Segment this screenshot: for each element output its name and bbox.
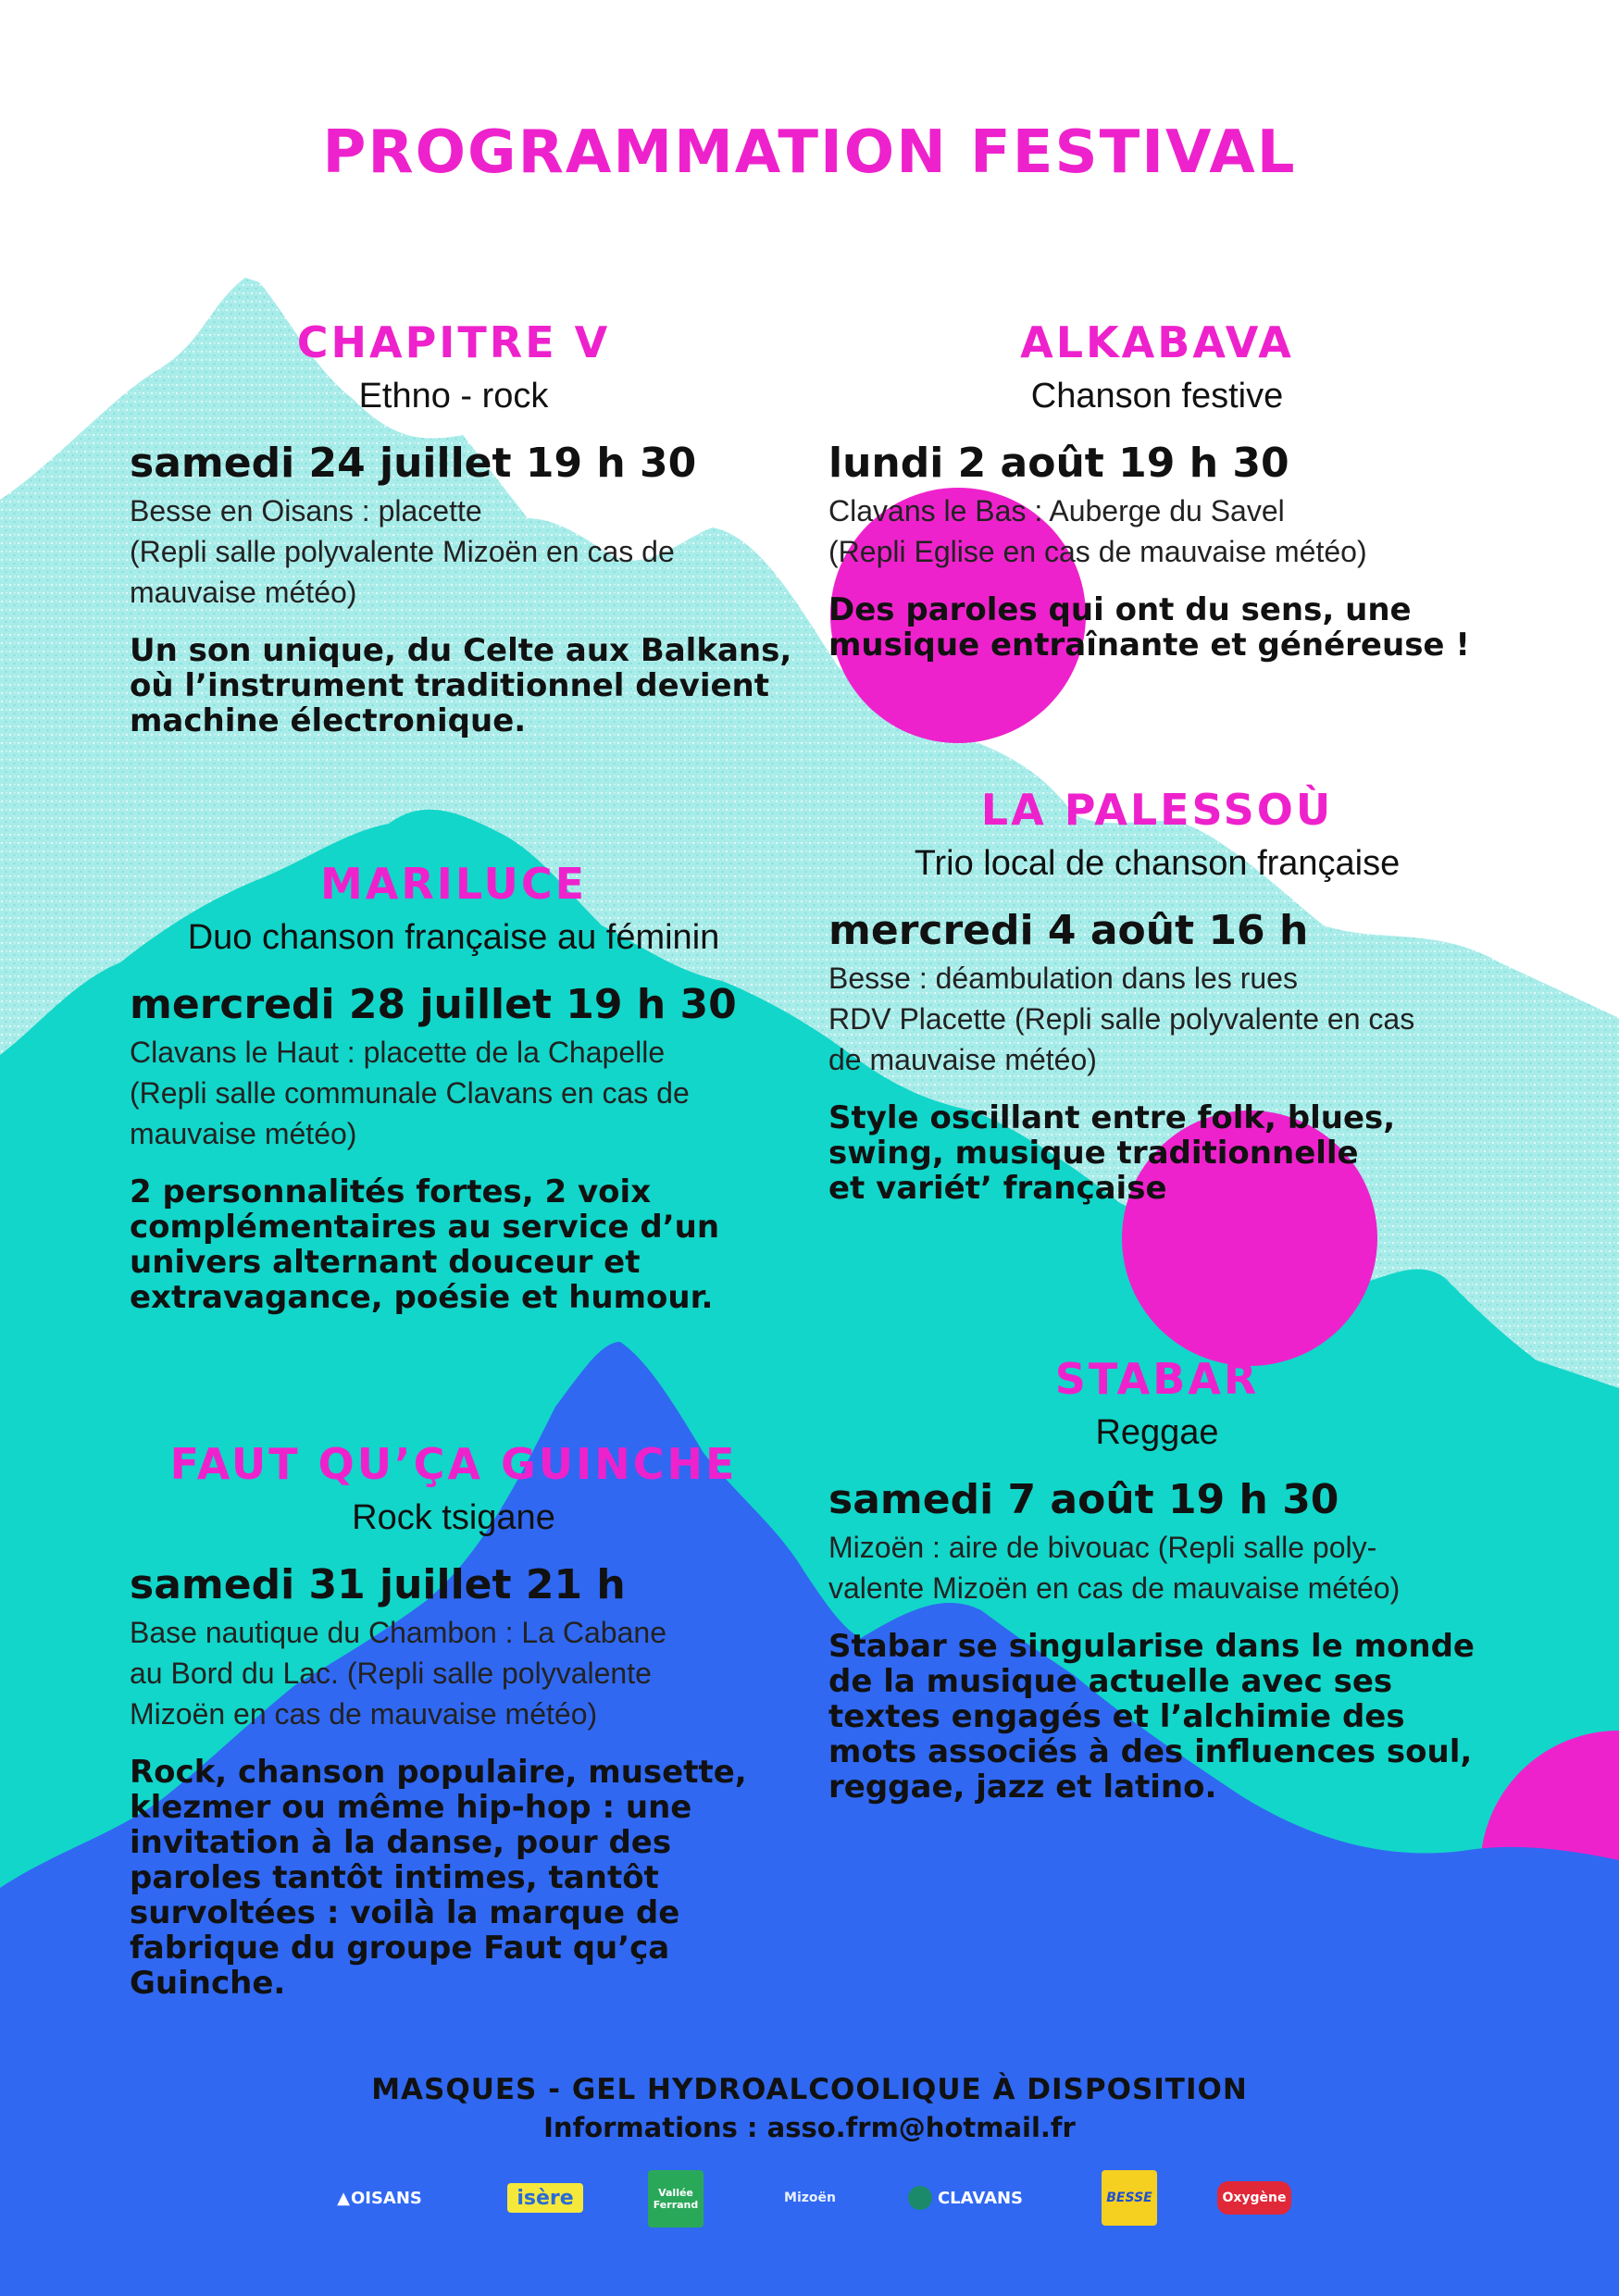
band-genre: Duo chanson française au féminin: [187, 918, 720, 957]
band-name: ALKABAVA: [1020, 317, 1294, 367]
description-line: paroles tantôt intimes, tantôt: [130, 1859, 659, 1896]
description-line: Rock, chanson populaire, musette,: [130, 1754, 747, 1791]
event-venue: [828, 490, 1532, 572]
event-venue: [828, 1527, 1532, 1608]
footer-info: Informations : asso.frm@hotmail.fr: [543, 2112, 1076, 2143]
description-line: complémentaires au service d’un: [130, 1209, 720, 1246]
description-line: extravagance, poésie et humour.: [130, 1279, 714, 1316]
isere-logo-icon: isère: [507, 2183, 583, 2213]
description-line: univers alternant douceur et: [130, 1244, 641, 1281]
description-line: textes engagés et l’alchimie des: [828, 1698, 1405, 1735]
event-venue: [130, 1612, 796, 1734]
event-date: samedi 24 juillet 19 h 30: [130, 440, 697, 487]
venue-line: valente Mizoën en cas de mauvaise météo): [828, 1571, 1401, 1605]
venue-line: Mizoën : aire de bivouac (Repli salle poly-: [828, 1531, 1377, 1564]
description-line: musique entraînante et généreuse !: [828, 627, 1470, 664]
description-line: Un son unique, du Celte aux Balkans,: [130, 632, 792, 669]
description-line: fabrique du groupe Faut qu’ça: [130, 1930, 670, 1967]
event-description: [828, 1100, 1532, 1206]
event-venue: [828, 958, 1532, 1080]
band-name: MARILUCE: [319, 859, 588, 909]
event-alkabava: [828, 315, 1532, 663]
oxygene-logo-icon: Oxygène: [1217, 2181, 1291, 2215]
description-line: et variét’ française: [828, 1170, 1167, 1207]
description-line: où l’instrument traditionnel devient: [130, 667, 769, 704]
event-description: [130, 633, 796, 738]
venue-line: RDV Placette (Repli salle polyvalente en cas: [828, 1002, 1415, 1036]
description-line: de la musique actuelle avec ses: [828, 1663, 1393, 1700]
description-line: mots associés à des influences soul,: [828, 1733, 1473, 1770]
description-line: 2 personnalités fortes, 2 voix: [130, 1173, 652, 1210]
description-line: reggae, jazz et latino.: [828, 1769, 1217, 1806]
mizoen-logo-icon: Mizoën: [784, 2191, 836, 2205]
sponsor-logos: [0, 2170, 1619, 2235]
description-line: klezmer ou même hip-hop : une: [130, 1789, 692, 1826]
venue-line: (Repli salle communale Clavans en cas de: [130, 1076, 690, 1110]
description-line: Style oscillant entre folk, blues,: [828, 1099, 1396, 1136]
band-name: LA PALESSOÙ: [980, 785, 1334, 835]
event-mariluce: [130, 856, 796, 1315]
footer-notice: MASQUES - GEL HYDROALCOOLIQUE À DISPOSITION: [371, 2073, 1248, 2106]
band-genre: Reggae: [1095, 1413, 1219, 1452]
venue-line: Base nautique du Chambon : La Cabane: [130, 1616, 666, 1649]
event-description: [828, 1629, 1532, 1805]
event-description: [130, 1755, 796, 2001]
description-line: invitation à la danse, pour des: [130, 1824, 672, 1861]
venue-line: Besse en Oisans : placette: [130, 494, 482, 527]
event-date: mercredi 28 juillet 19 h 30: [130, 981, 737, 1028]
event-description: [828, 592, 1532, 663]
description-line: Stabar se singularise dans le monde: [828, 1628, 1475, 1665]
venue-line: (Repli Eglise en cas de mauvaise météo): [828, 535, 1367, 568]
band-name: CHAPITRE V: [296, 317, 611, 367]
venue-line: mauvaise météo): [130, 1117, 357, 1150]
description-line: swing, musique traditionnelle: [828, 1135, 1359, 1172]
band-genre: Trio local de chanson française: [914, 844, 1401, 883]
besse-logo-icon: BESSE: [1102, 2170, 1157, 2226]
venue-line: au Bord du Lac. (Repli salle polyvalente: [130, 1657, 652, 1690]
venue-line: de mauvaise météo): [828, 1043, 1097, 1076]
event-date: samedi 31 juillet 21 h: [130, 1561, 626, 1608]
event-date: lundi 2 août 19 h 30: [828, 440, 1289, 487]
event-stabar: [828, 1351, 1532, 1805]
oisans-mountain-icon: ▲ OISANS: [337, 2188, 422, 2208]
clavans-logo-icon: CLAVANS: [905, 2170, 1026, 2226]
description-line: Des paroles qui ont du sens, une: [828, 591, 1412, 628]
venue-line: mauvaise météo): [130, 576, 357, 609]
page-title: PROGRAMMATION FESTIVAL: [322, 118, 1297, 187]
venue-line: Mizoën en cas de mauvaise météo): [130, 1697, 598, 1731]
event-date: mercredi 4 août 16 h: [828, 907, 1309, 954]
description-line: machine électronique.: [130, 702, 527, 739]
band-genre: Chanson festive: [1030, 377, 1284, 416]
description-line: Guinche.: [130, 1965, 286, 2002]
event-date: samedi 7 août 19 h 30: [828, 1476, 1339, 1523]
venue-line: Clavans le Bas : Auberge du Savel: [828, 494, 1285, 527]
vallee-ferrand-logo-icon: Vallée Ferrand: [648, 2170, 704, 2228]
venue-line: Besse : déambulation dans les rues: [828, 962, 1298, 995]
event-faut-qu-ca-guinche: [130, 1436, 796, 2001]
event-chapitre-v: [130, 315, 796, 738]
description-line: survoltées : voilà la marque de: [130, 1894, 680, 1931]
venue-line: (Repli salle polyvalente Mizoën en cas de: [130, 535, 675, 568]
venue-line: Clavans le Haut : placette de la Chapelle: [130, 1036, 666, 1069]
event-venue: [130, 1032, 796, 1154]
event-description: [130, 1174, 796, 1315]
band-name: STABAR: [1054, 1354, 1260, 1404]
band-genre: Ethno - rock: [358, 377, 549, 416]
event-la-palessou: [828, 782, 1532, 1206]
band-name: FAUT QU’ÇA GUINCHE: [169, 1439, 738, 1489]
band-genre: Rock tsigane: [352, 1498, 555, 1537]
event-venue: [130, 490, 796, 613]
